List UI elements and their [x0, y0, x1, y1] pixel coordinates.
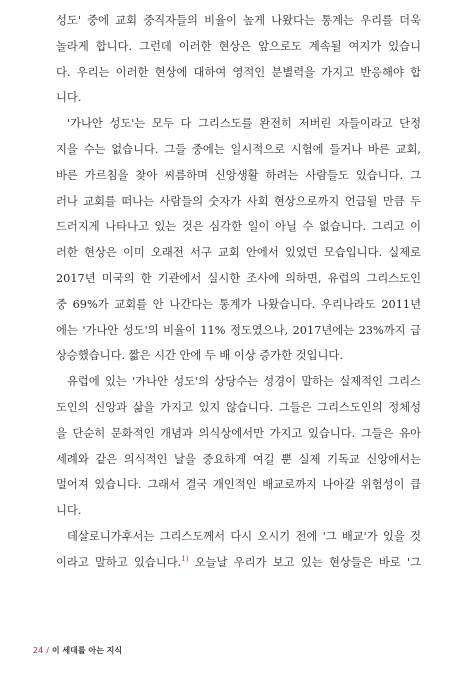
text-line: 지을 수는 없습니다. 그들 중에는 일시적으로 시험에 들거나 바른 교회,: [56, 142, 421, 156]
text-line: 을 단순히 문화적인 개념과 의식상에서만 가지고 있습니다. 그들은 유아: [56, 426, 421, 440]
footer-separator: /: [46, 646, 49, 655]
text-segment: 오늘날 우리가 보고 있는 현상들은 바로 '그: [188, 555, 421, 569]
text-line: 상승했습니다. 짧은 시간 안에 두 배 이상 증가한 것입니다.: [56, 349, 343, 363]
text-segment: 이라고 말하고 있습니다.: [56, 555, 182, 569]
footnote-marker[interactable]: 1): [181, 554, 189, 563]
body-text: [56, 8, 421, 576]
text-line: 바른 가르침을 찾아 씨름하며 신앙생활 하려는 사람들도 있습니다. 그: [56, 168, 421, 182]
text-line: 성도' 중에 교회 중직자들의 비율이 높게 나왔다는 통계는 우리를 더욱: [56, 14, 421, 27]
text-line: 2017년 미국의 한 기관에서 실시한 조사에 의하면, 유럽의 그리스도인: [56, 271, 421, 285]
paragraph-2: [56, 111, 421, 369]
text-line: 러한 현상은 이미 오래전 서구 교회 안에서 있었던 모습입니다. 실제로: [56, 246, 421, 260]
text-line: 러나 교회를 떠나는 사람들의 숫자가 사회 현상으로까지 언급될 만큼 두: [56, 194, 421, 208]
text-line: 세례와 같은 의식적인 날을 중요하게 여길 뿐 실제 기독교 신앙에서는: [56, 452, 421, 466]
text-line: 중 69%가 교회를 안 나간다는 통계가 나왔습니다. 우리나라도 2011년: [56, 297, 421, 311]
text-line: 니다.: [56, 504, 82, 518]
text-line: 멀어져 있습니다. 그래서 결국 개인적인 배교로까지 나아갈 위험성이 큽: [56, 478, 421, 492]
text-line: 데살로니가후서는 그리스도께서 다시 오시기 전에 '그 배교'가 있을 것: [67, 529, 421, 543]
text-line: 다. 우리는 이러한 현상에 대하여 영적인 분별력을 가지고 반응해야 합: [56, 65, 421, 79]
text-line: '가나안 성도'는 모두 다 그리스도를 완전히 저버린 자들이라고 단정: [67, 117, 421, 131]
text-line: 놀라게 합니다. 그런데 이러한 현상은 앞으로도 계속될 여지가 있습니: [56, 39, 421, 53]
text-line-with-footnote: [56, 550, 421, 576]
paragraph-4: [56, 524, 421, 576]
text-line: 니다.: [56, 91, 82, 105]
paragraph-3: [56, 369, 421, 524]
page-number: 24: [33, 646, 44, 655]
running-title: 이 세대를 아는 지식: [51, 646, 123, 655]
page-footer: [33, 645, 122, 656]
paragraph-1: [56, 8, 421, 111]
text-line: 유럽에 있는 '가나안 성도'의 상당수는 성경이 말하는 실제적인 그리스: [67, 375, 421, 389]
text-line: 도인의 신앙과 삶을 가지고 있지 않습니다. 그들은 그리스도인의 정체성: [56, 400, 421, 414]
text-line: 에는 '가나안 성도'의 비율이 11% 정도였으나, 2017년에는 23%까지 급: [56, 323, 421, 337]
text-line: 드러지게 나타나고 있는 것은 심각한 일이 아닐 수 없습니다. 그리고 이: [56, 220, 421, 234]
